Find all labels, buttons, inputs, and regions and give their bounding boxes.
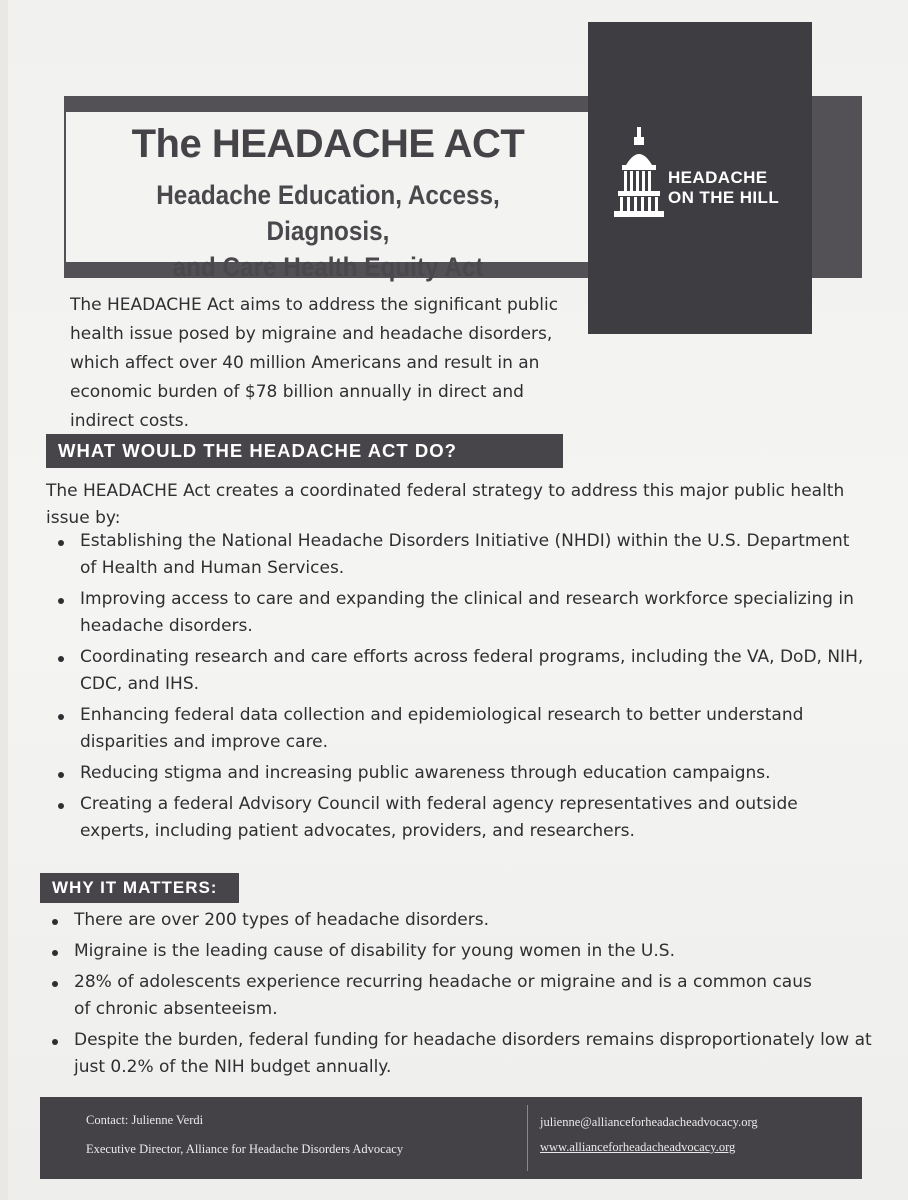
list-item-line-1: 28% of adolescents experience recurring headache or migraine and is a common caus — [74, 972, 812, 992]
list-item: Improving access to care and expanding the clinical and research workforce specializing in headache disorders. — [46, 586, 866, 640]
list-item — [40, 969, 908, 1023]
subtitle-line-2: and Care Health Equity Act — [172, 252, 484, 282]
subtitle-line-1: Headache Education, Access, Diagnosis, — [156, 180, 500, 246]
footer-divider — [527, 1105, 528, 1171]
list-item: Reducing stigma and increasing public awareness through education campaigns. — [46, 760, 866, 787]
list-item: Migraine is the leading cause of disability for young women in the U.S. — [40, 938, 908, 965]
contact-links — [540, 1110, 758, 1160]
intro-paragraph: The HEADACHE Act aims to address the significant public health issue posed by migraine and headache disorders, which affect over 40 million Americans and result in an economic burden of $78 billion annually in direct and indirect costs. — [70, 295, 559, 431]
list-item: Coordinating research and care efforts across federal programs, including the VA, DoD, NIH, CDC, and IHS. — [46, 644, 866, 698]
section-heading-why: WHY IT MATTERS: — [40, 873, 239, 903]
logo-wordmark — [668, 168, 808, 208]
page-title: The HEADACHE ACT — [131, 122, 525, 166]
why-it-matters-list — [40, 907, 908, 1085]
section-lead: The HEADACHE Act creates a coordinated federal strategy to address this major public health issue by: — [46, 481, 845, 528]
page-subtitle — [92, 177, 564, 285]
contact-info — [86, 1106, 403, 1164]
list-item: Enhancing federal data collection and epidemiological research to better understand disparities and improve care. — [46, 702, 866, 756]
contact-name: Contact: Julienne Verdi — [86, 1113, 204, 1127]
section-heading-what: WHAT WOULD THE HEADACHE ACT DO? — [46, 434, 563, 468]
list-item: Despite the burden, federal funding for headache disorders remains disproportionately low at just 0.2% of the NIH budget annually. — [40, 1027, 908, 1081]
capitol-dome-icon — [612, 125, 666, 225]
list-item: There are over 200 types of headache disorders. — [40, 907, 908, 934]
logo-line-1: HEADACHE — [668, 168, 768, 187]
website-link[interactable]: www.allianceforheadacheadvocacy.org — [540, 1140, 736, 1154]
logo-line-2: ON THE HILL — [668, 188, 780, 207]
list-item: Creating a federal Advisory Council with federal agency representatives and outside experts, including patient advocates, providers, and researchers. — [46, 791, 866, 845]
contact-role: Executive Director, Alliance for Headache Disorders Advocacy — [86, 1142, 404, 1156]
list-item: Establishing the National Headache Disorders Initiative (NHDI) within the U.S. Department of Health and Human Services. — [46, 528, 866, 582]
contact-email[interactable]: julienne@allianceforheadacheadvocacy.org — [540, 1115, 758, 1129]
list-item-line-2: of chronic absenteeism. — [74, 999, 278, 1019]
act-provisions-list — [46, 528, 866, 849]
